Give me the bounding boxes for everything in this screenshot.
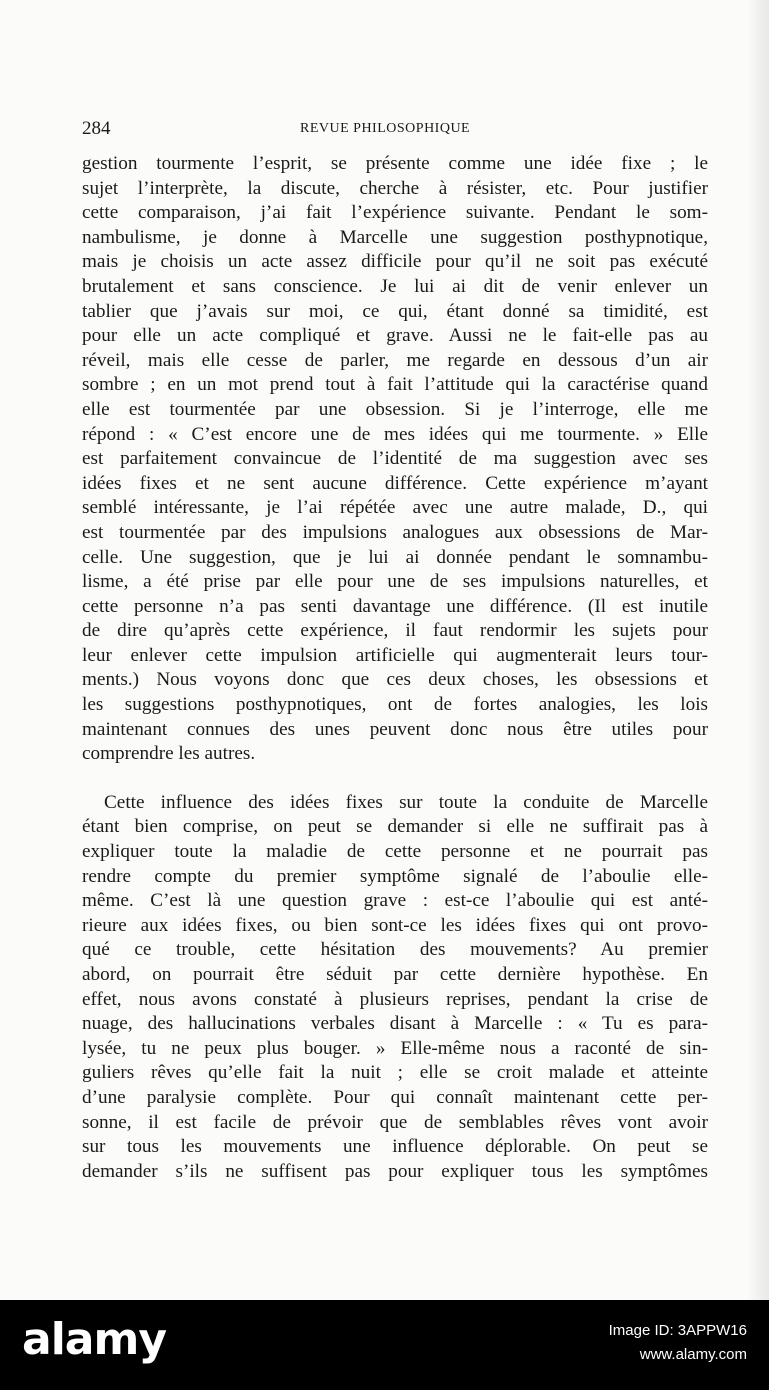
paragraph-2 <box>82 791 708 1185</box>
text-line: d’une paralysie complète. Pour qui connaît maintenant cette per- <box>82 1086 708 1108</box>
text-line: Cette influence des idées fixes sur toute la conduite de Marcelle <box>104 791 708 813</box>
text-line: sombre ; en un mot prend tout à fait l’attitude qui la caractérise quand <box>82 374 708 396</box>
paragraph-1 <box>82 152 708 767</box>
watermark-footer <box>0 1300 769 1390</box>
text-line: rendre compte du premier symptôme signalé de l’aboulie elle- <box>82 865 708 887</box>
text-line: cette comparaison, j’ai fait l’expérience suivante. Pendant le som- <box>82 202 708 224</box>
text-line: leur enlever cette impulsion artificielle qui augmenterait leurs tour- <box>82 644 708 666</box>
text-line: effet, nous avons constaté à plusieurs reprises, pendant la crise de <box>82 988 708 1010</box>
text-line: rieure aux idées fixes, ou bien sont-ce les idées fixes qui ont provo- <box>82 914 708 936</box>
text-line: les suggestions posthypnotiques, ont de fortes analogies, les lois <box>82 694 708 716</box>
text-line: maintenant connues des unes peuvent donc nous être utiles pour <box>82 718 708 740</box>
site-url: www.alamy.com <box>639 1346 747 1363</box>
text-line: même. C’est là une question grave : est-ce l’aboulie qui est anté- <box>82 890 708 912</box>
text-line: est parfaitement convaincue de l’identité de ma suggestion avec ses <box>82 448 708 470</box>
text-line: nambulisme, je donne à Marcelle une suggestion posthypnotique, <box>82 226 708 248</box>
text-line: qué ce trouble, cette hésitation des mouvements? Au premier <box>82 939 708 961</box>
text-line: répond : « C’est encore une de mes idées qui me tourmente. » Elle <box>82 423 708 445</box>
text-line: gestion tourmente l’esprit, se présente comme une idée fixe ; le <box>82 153 708 174</box>
text-line: abord, on pourrait être séduit par cette dernière hypothèse. En <box>82 964 708 985</box>
text-line: sur tous les mouvements une influence déplorable. On peut se <box>82 1136 708 1158</box>
text-line: sonne, il est facile de prévoir que de semblables rêves vont avoir <box>82 1111 708 1133</box>
text-line: est tourmentée par des impulsions analogues aux obsessions de Mar- <box>82 521 708 543</box>
text-line: lisme, a été prise par elle pour une de ses impulsions naturelles, et <box>82 571 708 593</box>
text-line: demander s’ils ne suffisent pas pour expliquer tous les symptômes <box>82 1160 708 1182</box>
text-line: elle est tourmentée par une obsession. Si je l’interroge, elle me <box>82 398 708 420</box>
text-line: réveil, mais elle cesse de parler, me regarde en dessous d’un air <box>82 349 708 371</box>
running-title: REVUE PHILOSOPHIQUE <box>300 121 471 136</box>
text-line: tablier que j’avais sur moi, ce qui, étant donné sa timidité, est <box>82 300 708 322</box>
text-line: brutalement et sans conscience. Je lui ai dit de venir enlever un <box>82 275 708 297</box>
body-text <box>82 152 708 1184</box>
text-line: ments.) Nous voyons donc que ces deux choses, les obsessions et <box>82 669 708 691</box>
text-line: sujet l’interprète, la discute, cherche à résister, etc. Pour justifier <box>82 177 708 199</box>
text-line: idées fixes et ne sent aucune différence. Cette expérience m’ayant <box>82 472 708 494</box>
page-edge-shadow <box>747 0 769 1300</box>
text-line: semblé intéressante, je l’ai répétée avec une autre malade, D., qui <box>82 497 708 519</box>
alamy-logo: alamy <box>22 1314 166 1365</box>
text-line: nuage, des hallucinations verbales disant à Marcelle : « Tu es para- <box>82 1013 708 1035</box>
text-line: mais je choisis un acte assez difficile pour qu’il ne soit pas exécuté <box>82 251 708 273</box>
text-line: celle. Une suggestion, que je lui ai donnée pendant le somnambu- <box>82 546 708 568</box>
text-line: étant bien comprise, on peut se demander si elle ne suffirait pas à <box>82 816 708 838</box>
text-line: comprendre les autres. <box>82 743 256 765</box>
text-line: expliquer toute la maladie de cette personne et ne pourrait pas <box>82 841 708 863</box>
text-line: lysée, tu ne peux plus bouger. » Elle-même nous a raconté de sin- <box>82 1037 708 1059</box>
text-line: de dire qu’après cette expérience, il faut rendormir les sujets pour <box>82 620 708 642</box>
page-number: 284 <box>82 118 111 139</box>
image-id: Image ID: 3APPW16 <box>608 1322 747 1339</box>
text-line: cette personne n’a pas senti davantage une différence. (Il est inutile <box>82 595 708 617</box>
text-line: guliers rêves qu’elle fait la nuit ; elle se croit malade et atteinte <box>82 1062 708 1084</box>
text-line: pour elle un acte compliqué et grave. Aussi ne le fait-elle pas au <box>82 325 708 347</box>
